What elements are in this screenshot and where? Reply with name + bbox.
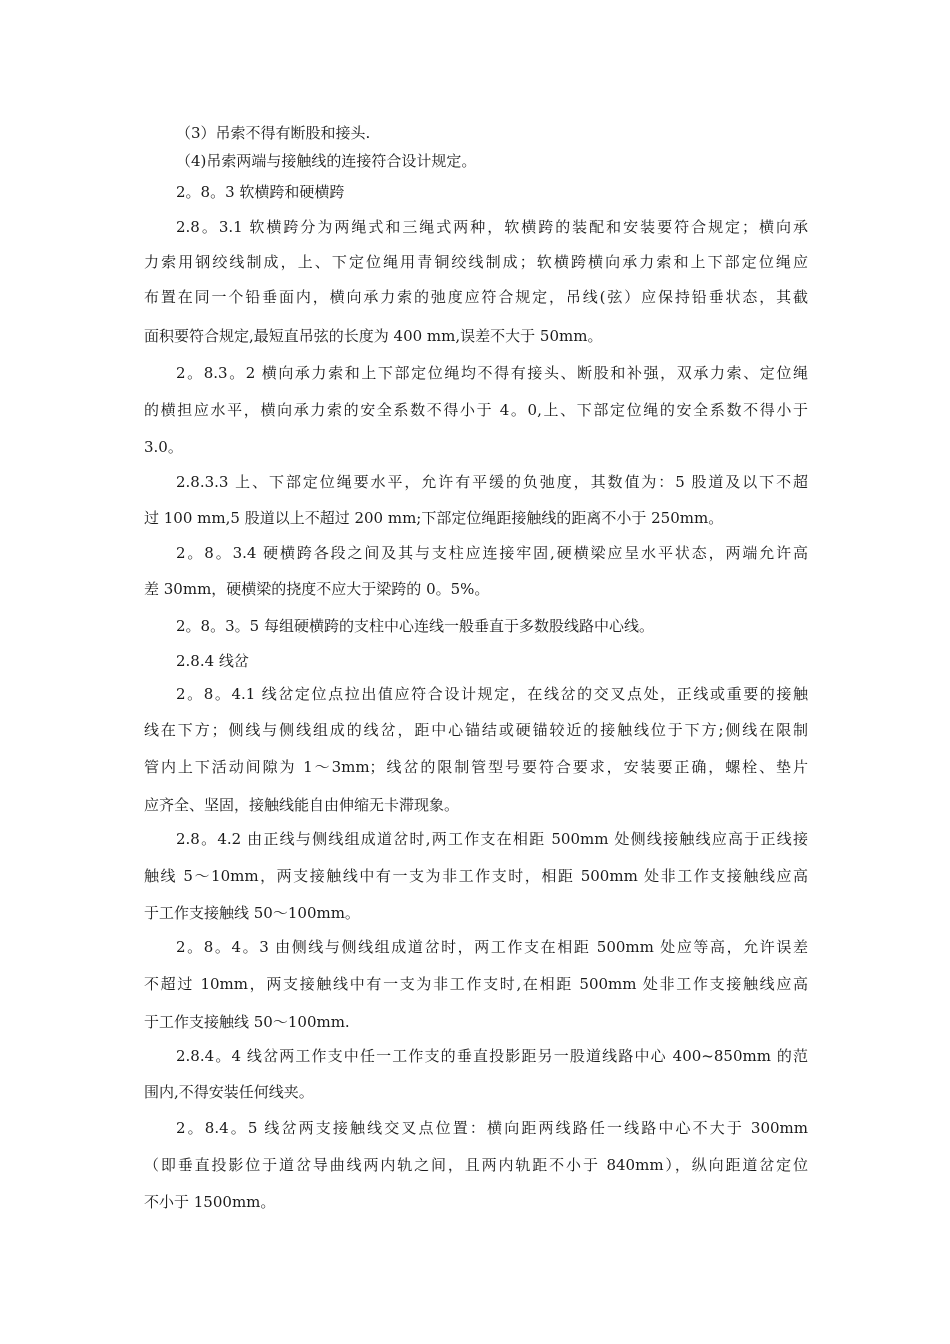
paragraph-line: 2.8.3.3 上、下部定位绳要水平，允许有平缓的负弛度，其数值为：5 股道及以下不超 (176, 473, 808, 491)
paragraph-line: 差 30mm，硬横梁的挠度不应大于梁跨的 0。5%。 (144, 580, 490, 598)
paragraph-line: 2.8.4。4 线岔两工作支中任一工作支的垂直投影距另一股道线路中心 400~850mm 的范 (176, 1047, 808, 1065)
paragraph-line: 3.0。 (144, 438, 183, 456)
paragraph-line: （3）吊索不得有断股和接头. (176, 124, 371, 142)
paragraph-line: 2。8.4。5 线岔两支接触线交叉点位置：横向距两线路任一线路中心不大于 300mm (176, 1119, 808, 1137)
paragraph-line: 围内,不得安装任何线夹。 (144, 1083, 314, 1101)
paragraph-line: 的横担应水平，横向承力索的安全系数不得小于 4。0,上、下部定位绳的安全系数不得小于 (144, 401, 808, 419)
section-heading: 2.8.4 线岔 (176, 652, 249, 670)
paragraph-line: 线在下方；侧线与侧线组成的线岔，距中心锚结或硬锚较近的接触线位于下方;侧线在限制 (144, 721, 808, 739)
paragraph-line: 2。8。3.4 硬横跨各段之间及其与支柱应连接牢固,硬横梁应呈水平状态，两端允许高 (176, 544, 808, 562)
paragraph-line: 力索用钢绞线制成，上、下定位绳用青铜绞线制成；软横跨横向承力索和上下部定位绳应 (144, 253, 808, 271)
paragraph-line: 2。8。3。5 每组硬横跨的支柱中心连线一般垂直于多数股线路中心线。 (176, 617, 654, 635)
paragraph-line: 2。8.3。2 横向承力索和上下部定位绳均不得有接头、断股和补强，双承力索、定位绳 (176, 364, 808, 382)
paragraph-line: 不超过 10mm，两支接触线中有一支为非工作支时,在相距 500mm 处非工作支接触线应高 (144, 975, 808, 993)
paragraph-line: 2。8。4。3 由侧线与侧线组成道岔时，两工作支在相距 500mm 处应等高，允许误差 (176, 938, 808, 956)
paragraph-line: 2.8。3.1 软横跨分为两绳式和三绳式两种，软横跨的装配和安装要符合规定；横向承 (176, 218, 808, 236)
paragraph-line: 过 100 mm,5 股道以上不超过 200 mm;下部定位绳距接触线的距离不小于 250mm。 (144, 509, 724, 527)
paragraph-line: 2。8。4.1 线岔定位点拉出值应符合设计规定，在线岔的交叉点处，正线或重要的接触 (176, 685, 808, 703)
paragraph-line: 布置在同一个铅垂面内，横向承力索的弛度应符合规定，吊线(弦）应保持铅垂状态，其截 (144, 288, 808, 306)
paragraph-line: （4)吊索两端与接触线的连接符合设计规定。 (176, 152, 477, 170)
paragraph-line: 2.8。4.2 由正线与侧线组成道岔时,两工作支在相距 500mm 处侧线接触线应高于正线接 (176, 830, 808, 848)
paragraph-line: 管内上下活动间隙为 1～3mm；线岔的限制管型号要符合要求，安装要正确，螺栓、垫片 (144, 758, 808, 776)
paragraph-line: 于工作支接触线 50～100mm. (144, 1013, 350, 1031)
paragraph-line: 触线 5～10mm，两支接触线中有一支为非工作支时，相距 500mm 处非工作支接触线应高 (144, 867, 808, 885)
paragraph-line: 不小于 1500mm。 (144, 1193, 276, 1211)
section-heading: 2。8。3 软横跨和硬横跨 (176, 183, 345, 201)
paragraph-line: （即垂直投影位于道岔导曲线两内轨之间，且两内轨距不小于 840mm），纵向距道岔定位 (144, 1156, 808, 1174)
paragraph-line: 面积要符合规定,最短直吊弦的长度为 400 mm,误差不大于 50mm。 (144, 327, 603, 345)
paragraph-line: 应齐全、坚固，接触线能自由伸缩无卡滞现象。 (144, 796, 460, 814)
paragraph-line: 于工作支接触线 50～100mm。 (144, 904, 360, 922)
